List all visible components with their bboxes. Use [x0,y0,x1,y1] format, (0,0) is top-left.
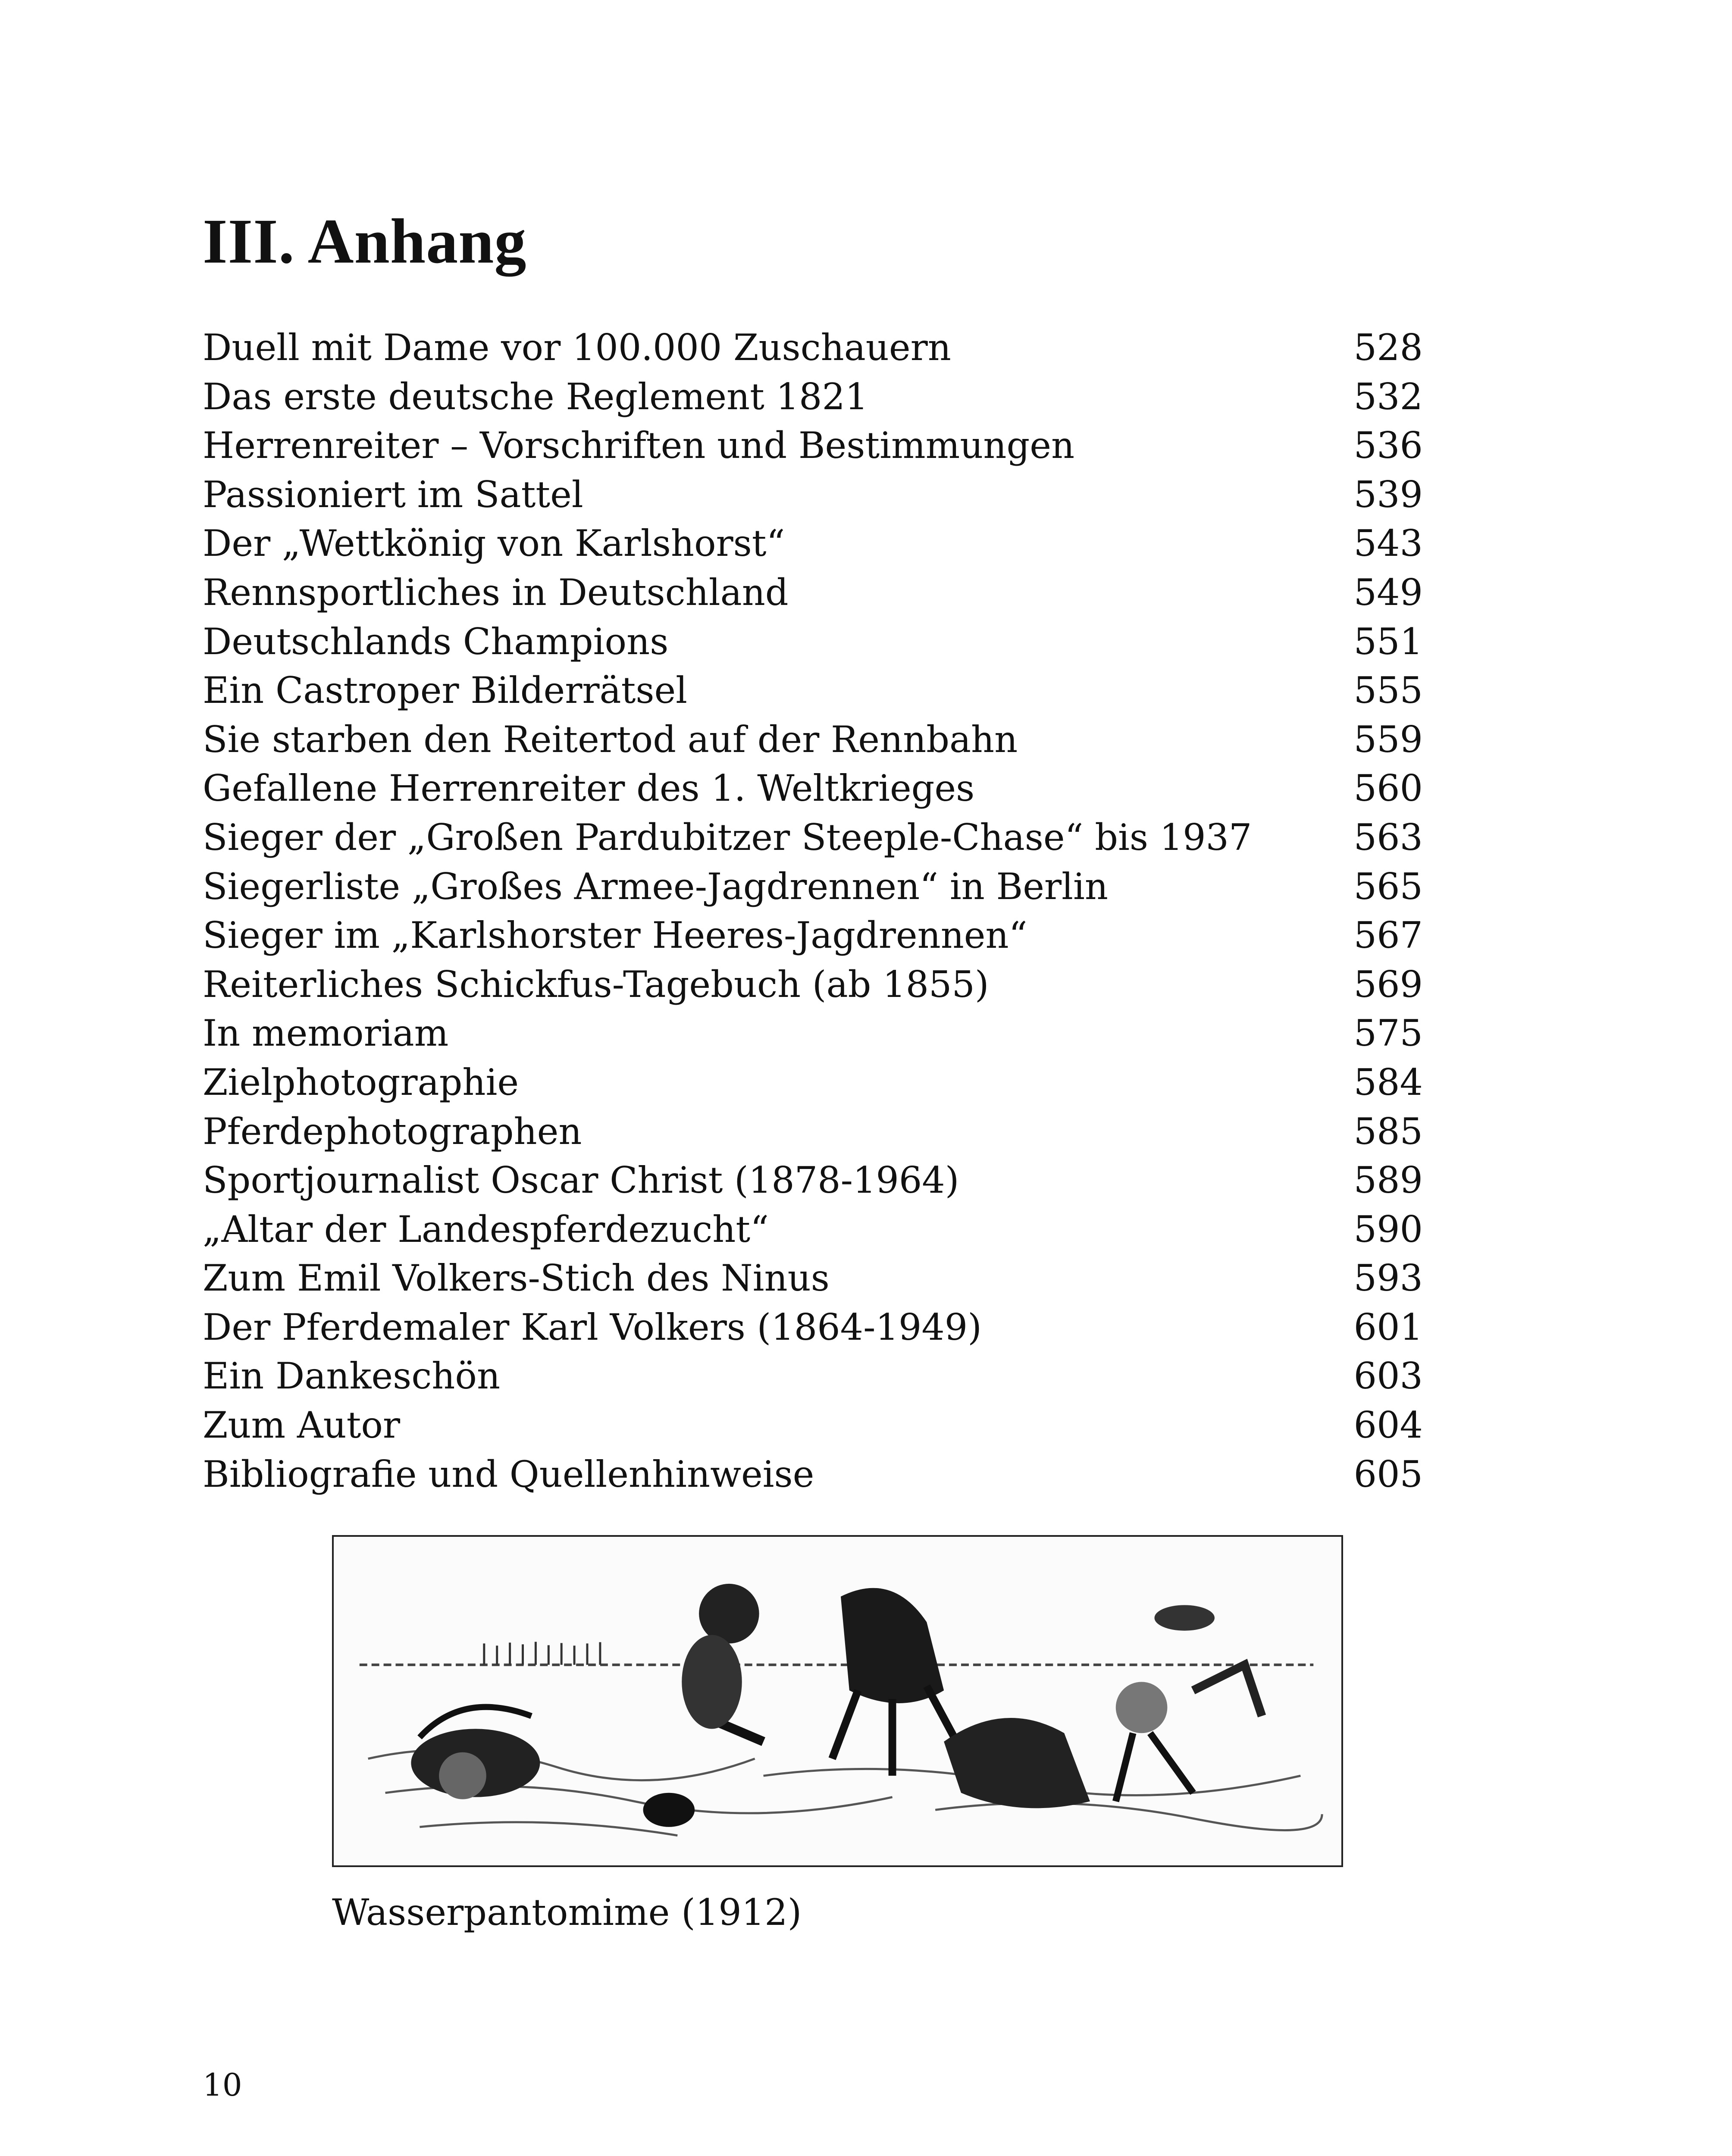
toc-entry [203,1401,1423,1450]
toc-entry-page: 585 [1353,1110,1423,1153]
toc-entry-title: Duell mit Dame vor 100.000 Zuschauern [203,326,951,369]
toc-entry [203,421,1423,470]
toc-entry-page: 543 [1353,522,1423,565]
toc-entry-page: 603 [1353,1355,1423,1398]
toc-entry-title: Das erste deutsche Reglement 1821 [203,375,868,418]
toc-entry-page: 551 [1353,620,1423,663]
toc-entry-page: 536 [1353,424,1423,467]
toc-entry-title: Sieger der „Großen Pardubitzer Steeple-Chase“ bis 1937 [203,816,1252,859]
toc-entry [203,764,1423,813]
toc-entry-page: 604 [1353,1404,1423,1447]
toc-entry-page: 539 [1353,473,1423,516]
toc-entry-title: Herrenreiter – Vorschriften und Bestimmungen [203,424,1075,467]
toc-entry [203,666,1423,715]
toc-entry-title: Bibliografie und Quellenhinweise [203,1453,814,1495]
toc-entry-title: „Altar der Landespferdezucht“ [203,1208,769,1250]
toc-entry-title: Rennsportliches in Deutschland [203,571,789,614]
toc-entry-page: 590 [1353,1208,1423,1250]
toc-entry-title: Zum Emil Volkers-Stich des Ninus [203,1257,830,1300]
toc-entry [203,911,1423,960]
toc-entry [203,1156,1423,1205]
toc-entry-page: 575 [1353,1012,1423,1055]
toc-entry [203,568,1423,617]
toc-entry [203,1058,1423,1107]
toc-entry-page: 605 [1353,1453,1423,1495]
toc-entry-title: Sieger im „Karlshorster Heeres-Jagdrennen“ [203,914,1027,957]
toc-entry-page: 584 [1353,1061,1423,1103]
toc-entry-page: 563 [1353,816,1423,859]
toc-entry-title: In memoriam [203,1012,449,1055]
toc-entry-page: 549 [1353,571,1423,614]
chapter-heading: III. Anhang [203,206,527,277]
toc-entry-page: 565 [1353,865,1423,908]
toc-entry-page: 555 [1353,669,1423,712]
toc-entry-page: 567 [1353,914,1423,957]
toc-entry [203,1205,1423,1254]
toc-entry-title: Sportjournalist Oscar Christ (1878-1964) [203,1159,959,1202]
toc-entry-title: Gefallene Herrenreiter des 1. Weltkrieges [203,767,975,810]
toc-entry [203,813,1423,862]
toc-entry [203,470,1423,520]
toc-entry-title: Ein Dankeschön [203,1355,501,1398]
toc-entry-page: 601 [1353,1306,1423,1348]
toc-entry-title: Pferdephotographen [203,1110,582,1153]
page-number: 10 [203,2067,242,2103]
toc-entry [203,715,1423,765]
horse-fall-illustration-icon [334,1537,1341,1865]
illustration-frame [332,1535,1343,1867]
toc-entry-page: 560 [1353,767,1423,810]
toc-entry [203,1303,1423,1352]
toc-entry-title: Der Pferdemaler Karl Volkers (1864-1949) [203,1306,982,1348]
toc-entry [203,617,1423,667]
toc-entry-title: Der „Wettkönig von Karlshorst“ [203,522,785,565]
toc-entry-title: Ein Castroper Bilderrätsel [203,669,688,712]
toc-entry-title: Deutschlands Champions [203,620,669,663]
toc-entry [203,519,1423,568]
toc-entry [203,1450,1423,1499]
toc-entry-title: Passioniert im Sattel [203,473,583,516]
toc-entry-title: Reiterliches Schickfus-Tagebuch (ab 1855) [203,963,989,1006]
table-of-contents [203,323,1423,1499]
toc-entry-page: 593 [1353,1257,1423,1300]
toc-entry [203,862,1423,912]
toc-entry [203,1352,1423,1401]
toc-entry-page: 589 [1353,1159,1423,1202]
toc-entry-page: 532 [1353,375,1423,418]
toc-entry [203,323,1423,373]
toc-entry-title: Zielphotographie [203,1061,519,1103]
toc-entry [203,1107,1423,1156]
toc-entry [203,1009,1423,1058]
toc-entry-title: Zum Autor [203,1404,401,1447]
toc-entry-page: 569 [1353,963,1423,1006]
toc-entry-title: Siegerliste „Großes Armee-Jagdrennen“ in Berlin [203,865,1108,908]
figure-caption: Wasserpantomime (1912) [332,1891,802,1934]
toc-entry-page: 528 [1353,326,1423,369]
toc-entry-title: Sie starben den Reitertod auf der Rennbahn [203,718,1018,761]
toc-entry [203,960,1423,1009]
toc-entry-page: 559 [1353,718,1423,761]
toc-entry [203,1254,1423,1303]
toc-entry [203,373,1423,422]
